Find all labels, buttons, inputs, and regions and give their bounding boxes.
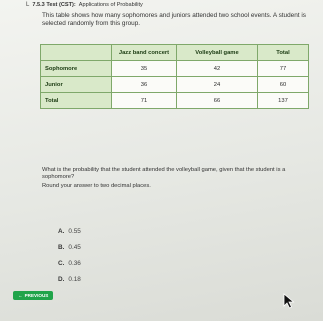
- table-cell: 66: [177, 93, 258, 109]
- table-cell: 71: [112, 93, 177, 109]
- intro-text: This table shows how many sophomores and juniors attended two school events. A student is selected randomly from this group.: [42, 12, 306, 27]
- row-header: Junior: [41, 77, 112, 93]
- option-value: 0.36: [68, 259, 81, 267]
- table-header-row: [41, 45, 309, 61]
- column-header: Jazz band concert: [112, 45, 177, 61]
- two-way-table: [40, 44, 309, 109]
- question-text: What is the probability that the student attended the volleyball game, given that the student is a sophomore?: [42, 167, 286, 180]
- table-cell: 137: [258, 93, 309, 109]
- arrow-left-icon: ←: [18, 293, 23, 298]
- row-header: Sophomore: [41, 61, 112, 77]
- table-corner-cell: [41, 45, 112, 61]
- row-header: Total: [41, 93, 112, 109]
- mouse-cursor-icon: [283, 293, 295, 309]
- lesson-title: Applications of Probability: [78, 2, 143, 8]
- table-cell: 24: [177, 77, 258, 93]
- instruction-text: Round your answer to two decimal places.: [42, 183, 151, 189]
- table-cell: 35: [112, 61, 177, 77]
- table-row: [41, 61, 309, 77]
- column-header: Total: [258, 45, 309, 61]
- table-cell: 42: [177, 61, 258, 77]
- answer-options: [58, 223, 81, 287]
- lesson-number: 7.5.3 Test (CST):: [32, 2, 76, 8]
- table-row: [41, 93, 309, 109]
- option-letter: C.: [58, 259, 65, 267]
- option-c[interactable]: [58, 255, 81, 271]
- option-letter: B.: [58, 243, 65, 251]
- table-row: [41, 77, 309, 93]
- previous-label: PREVIOUS: [24, 293, 49, 298]
- column-header: Volleyball game: [177, 45, 258, 61]
- option-letter: A.: [58, 227, 65, 235]
- option-value: 0.18: [68, 275, 81, 283]
- lesson-header: [26, 2, 143, 8]
- option-d[interactable]: [58, 271, 81, 287]
- option-value: 0.55: [68, 227, 81, 235]
- table-cell: 60: [258, 77, 309, 93]
- table-cell: 36: [112, 77, 177, 93]
- option-a[interactable]: [58, 223, 81, 239]
- option-b[interactable]: [58, 239, 81, 255]
- previous-button[interactable]: [13, 291, 53, 300]
- option-letter: D.: [58, 275, 65, 283]
- table-cell: 77: [258, 61, 309, 77]
- check-icon: L: [26, 2, 30, 8]
- option-value: 0.45: [68, 243, 81, 251]
